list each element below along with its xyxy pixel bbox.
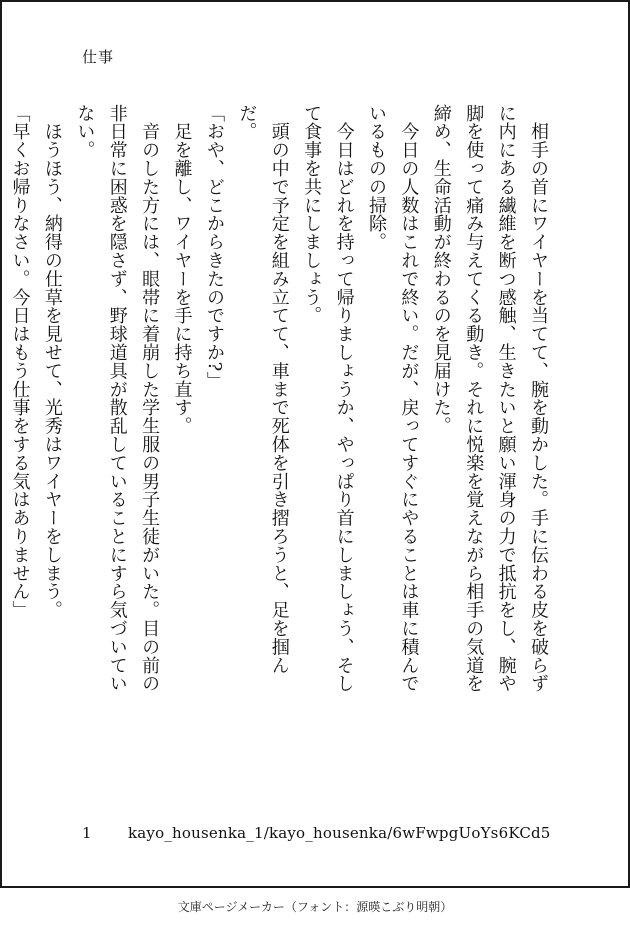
- credit-line: 文庫ページメーカー（フォント：源暎こぶり明朝）: [177, 900, 453, 914]
- paragraph: 頭の中で予定を組み立てて、車まで死体を引き摺ろうと、足を掴んだ。: [236, 104, 290, 675]
- body-text: [9, 104, 554, 704]
- paragraph: 音のした方には、眼帯に着崩した学生服の男子生徒がいた。目の前の非日常に困惑を隠さず、野球道具が散乱していることにすら気づいていない。: [74, 104, 161, 693]
- paragraph: 相手の首にワイヤーを当てて、腕を動かした。手に伝わる皮を破らずに内にある繊維を断つ感触、生きたいと願い渾身の力で抵抗をし、腕や脚を使って痛み与えてくる動き。それに悦楽を覚えながら相手の気道を締め、生命活動が終わるのを見届けた。: [430, 104, 549, 693]
- paragraph: 今日の人数はこれで終い。だが、戻ってすぐにやることは車に積んでいるものの掃除。: [365, 104, 420, 693]
- page-number: 1: [82, 824, 92, 842]
- paragraph: ほうほう、納得の仕草を見せて、光秀はワイヤーをしまう。: [41, 104, 63, 620]
- paragraph: 「おや、どこからきたのですか?」: [203, 104, 225, 391]
- running-title: 仕事: [82, 48, 115, 66]
- paragraph: 「早くお帰りなさい。今日はもう仕事をする気はありません」: [9, 104, 31, 620]
- paragraph: 足を離し、ワイヤーを手に持ち直す。: [171, 104, 193, 436]
- source-path: kayo_housenka_1/kayo_housenka/6wFwpgUoYs6KCd5: [128, 824, 551, 842]
- paragraph: 今日はどれを持って帰りましょうか、やっぱり首にしましょう、そして食事を共にしましょう。: [301, 104, 355, 693]
